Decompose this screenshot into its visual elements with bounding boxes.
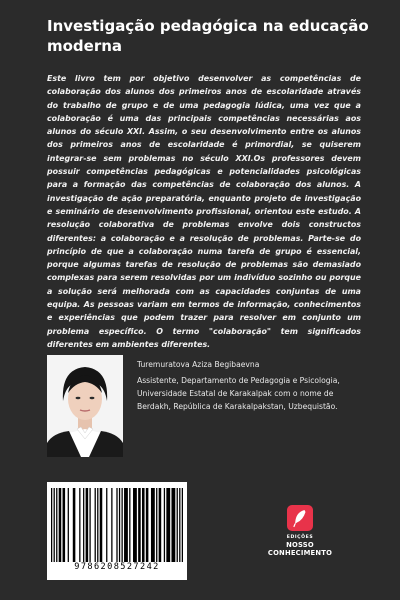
barcode-bar [156, 488, 157, 562]
author-name: Turemuratova Aziza Begibaevna [137, 360, 260, 369]
barcode-bar [151, 488, 155, 562]
barcode-bar [142, 488, 145, 562]
barcode-bar [164, 488, 165, 562]
barcode-bar [138, 488, 141, 562]
barcode-bar [97, 488, 98, 562]
barcode-bar [171, 488, 175, 562]
barcode-bar [116, 488, 117, 562]
barcode-bar [63, 488, 66, 562]
barcode-bar [119, 488, 120, 562]
isbn-barcode [47, 482, 187, 580]
author-info [137, 358, 367, 413]
barcode-bar [121, 488, 122, 562]
barcode-bar [51, 488, 52, 562]
barcode-number: 9786208527242 [74, 562, 160, 572]
barcode-bar [95, 488, 96, 562]
barcode-bar [68, 488, 69, 562]
barcode-bar [111, 488, 112, 562]
barcode-bar [159, 488, 162, 562]
barcode-bar [146, 488, 149, 562]
barcode-bar [179, 488, 180, 562]
barcode-bar [73, 488, 76, 562]
author-photo [47, 355, 123, 457]
book-blurb: Este livro tem por objetivo desenvolver as competências de colaboração dos alunos dos primeiros anos de escolaridade através do trabalho de grupo e de uma pedagogia lúdica, uma vez que a colaboração é uma das principais competências necessárias aos alunos do século XXI. Assim, o seu desenvolvimento entre os alunos dos primeiros anos de escolaridade é primordial, se quiserem integrar-se sem problemas no século XXI.Os professores devem possuir competências pedagógicas e potencialidades psicológicas para a formação das competências de colaboração dos alunos. A investigação de ação preparatória, enquanto projeto de investigação e seminário de desenvolvimento profissional, orientou este estudo. A resolução colaborativa de problemas envolve dois constructos diferentes: a colaboração e a resolução de problemas. Parte-se do princípio de que a colaboração numa tarefa de grupo é essencial, porque algumas tarefas de resolução de problemas são demasiado complexas para serem resolvidas por um indivíduo sozinho ou porque a solução será melhorada com as capacidades conjuntas de uma equipa. As pessoas variam em termos de informação, conhecimentos e experiências que podem trazer para resolver em conjunto um problema específico. O termo "colaboração" tem significados diferentes em ambientes diferentes. [47, 74, 361, 349]
quill-logo-icon [287, 505, 313, 531]
publisher-block [255, 505, 345, 557]
barcode-bar [89, 488, 90, 562]
author-portrait-image [47, 355, 123, 457]
barcode-bar [79, 488, 80, 562]
barcode-bar [54, 488, 55, 562]
barcode-bar [124, 488, 128, 562]
barcode-bar [129, 488, 130, 562]
barcode-bar [56, 488, 57, 562]
barcode-bar [177, 488, 178, 562]
barcode-bars [51, 488, 183, 562]
barcode-bar [166, 488, 170, 562]
author-bio: Assistente, Departamento de Pedagogia e Psicologia, Universidade Estatal de Karakalpak com o nome de Berdakh, República de Karakalpakstan, Uzbequistão. [137, 376, 340, 411]
barcode-bar [100, 488, 103, 562]
barcode-bar [59, 488, 62, 562]
barcode-bar [182, 488, 183, 562]
publisher-name: NOSSO CONHECIMENTO [267, 541, 333, 557]
barcode-bar [133, 488, 137, 562]
barcode-bar [83, 488, 84, 562]
barcode-bar [86, 488, 89, 562]
barcode-bar [106, 488, 107, 562]
book-title: Investigação pedagógica na educação moderna [47, 17, 369, 55]
publisher-line1: EDIÇÕES [286, 535, 314, 540]
